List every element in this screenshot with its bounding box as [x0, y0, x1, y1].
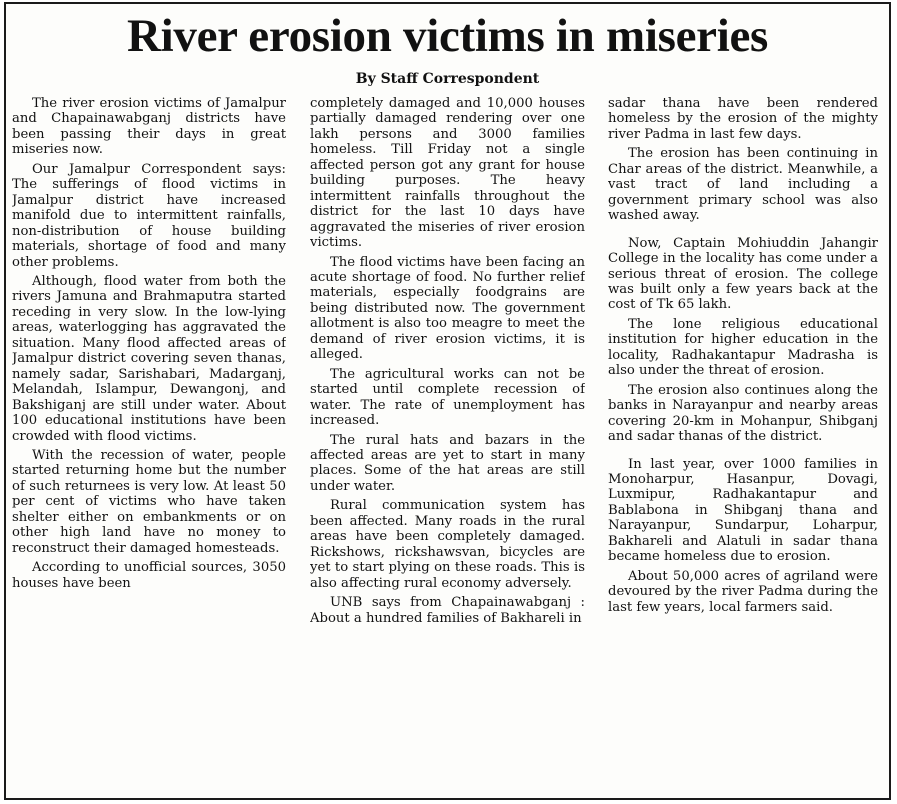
paragraph: UNB says from Chapainawabganj : About a hundred families of Bakhareli in: [310, 595, 585, 626]
paragraph: sadar thana have been rendered homeless by the erosion of the mighty river Padma in last few days.: [608, 96, 878, 142]
paragraph: The flood victims have been facing an acute shortage of food. No further relief materials, especially foodgrains are being distributed now. The government allotment is also too meagre to meet the demand of river erosion victims, it is alleged.: [310, 254, 585, 363]
paragraph: The lone religious educational institution for higher education in the locality, Radhakantapur Madrasha is also under the threat of erosion.: [608, 316, 878, 379]
paragraph: The agricultural works can not be started until complete recession of water. The rate of unemployment has increased.: [310, 366, 585, 429]
paragraph: About 50,000 acres of agriland were devoured by the river Padma during the last few years, local farmers said.: [608, 568, 878, 615]
paragraph: The erosion has been continuing in Char areas of the district. Meanwhile, a vast tract of land including a government primary school was also washed away.: [608, 146, 878, 224]
paragraph: Our Jamalpur Correspondent says: The sufferings of flood victims in Jamalpur district have increased manifold due to intermittent rainfalls, non-distribution of house building materials, shortage of food and many other problems.: [12, 161, 286, 270]
paragraph: The river erosion victims of Jamalpur and Chapainawabganj districts have been passing their days in great miseries now.: [12, 96, 286, 158]
headline: River erosion victims in miseries: [126, 10, 769, 62]
paragraph: In last year, over 1000 families in Monoharpur, Hasanpur, Dovagi, Luxmipur, Radhakantapur and Bablabona in Shibganj thana and Narayanpur, Sundarpur, Loharpur, Bakhareli and Alatuli in sadar thana became homeless due to erosion.: [608, 456, 878, 565]
article-column-3: [608, 96, 878, 792]
paragraph: Although, flood water from both the rivers Jamuna and Brahmaputra started receding in very slow. In the low-lying areas, waterlogging has aggravated the situation. Many flood affected areas of Jamalpur district covering seven thanas, namely sadar, Sarishabari, Madarganj, Melandah, Islampur, Dewangonj, and Bakshiganj are still under water. About 100 educational institutions have been crowded with flood victims.: [12, 273, 286, 444]
paragraph: The rural hats and bazars in the affected areas are yet to start in many places. Some of the hat areas are still under water.: [310, 432, 585, 494]
paragraph: Rural communication system has been affected. Many roads in the rural areas have been completely damaged. Rickshows, rickshawsvan, bicycles are yet to start plying on these roads. This is also affecting rural economy adversely.: [310, 498, 585, 591]
byline: By Staff Correspondent: [355, 71, 540, 87]
paragraph: completely damaged and 10,000 houses partially damaged rendering over one lakh persons and 3000 families homeless. Till Friday not a single affected person got any grant for house building purposes. The heavy intermittent rainfalls throughout the district for the last 10 days have aggravated the miseries of river erosion victims.: [310, 96, 585, 251]
paragraph: With the recession of water, people started returning home but the number of such returnees is very low. At least 50 per cent of victims who have taken shelter either on embankments or on other high land have no money to reconstruct their damaged homesteads.: [12, 447, 286, 556]
paragraph: Now, Captain Mohiuddin Jahangir College in the locality has come under a serious threat of erosion. The college was built only a few years back at the cost of Tk 65 lakh.: [608, 235, 878, 313]
article-column-1: [12, 96, 286, 792]
paragraph: The erosion also continues along the banks in Narayanpur and nearby areas covering 20-km in Mohanpur, Shibganj and sadar thanas of the district.: [608, 382, 878, 445]
article-column-2: [310, 96, 585, 792]
paragraph: According to unofficial sources, 3050 houses have been: [12, 560, 286, 591]
